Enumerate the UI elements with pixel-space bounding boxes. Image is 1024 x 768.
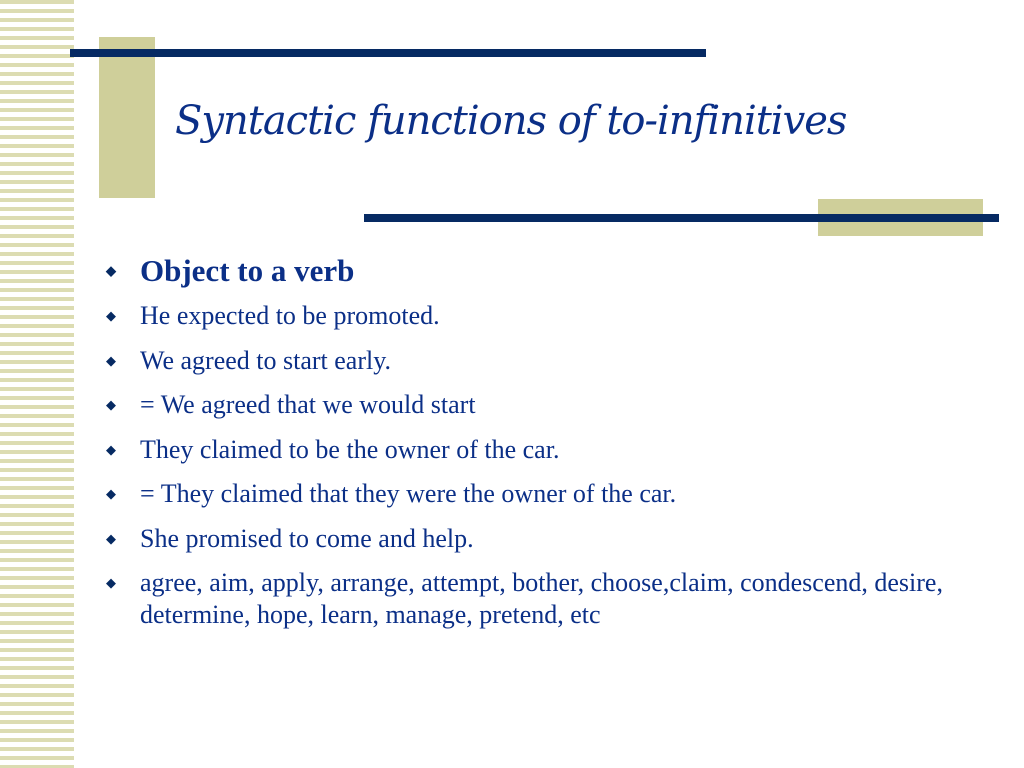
bullet-text: = They claimed that they were the owner of the car.: [140, 479, 677, 508]
bullet-text: He expected to be promoted.: [140, 301, 440, 330]
diamond-bullet-icon: ◆: [106, 263, 116, 278]
bullet-text: Object to a verb: [140, 253, 355, 288]
slide-title: Syntactic functions of to-infinitives: [175, 98, 847, 144]
bullet-list: [100, 252, 1000, 644]
diamond-bullet-icon: ◆: [106, 486, 116, 501]
bullet-item: [100, 300, 1000, 332]
diamond-bullet-icon: ◆: [106, 397, 116, 412]
bullet-item: [100, 434, 1000, 466]
diamond-bullet-icon: ◆: [106, 352, 116, 368]
title-rule-top: [70, 49, 706, 57]
bullet-item: [100, 389, 1000, 421]
diamond-bullet-icon: ◆: [106, 308, 116, 323]
bullet-text: = We agreed that we would start: [140, 390, 476, 419]
diamond-bullet-icon: ◆: [106, 575, 116, 590]
bullet-text: She promised to come and help.: [140, 523, 474, 553]
bullet-text: agree, aim, apply, arrange, attempt, bother, choose,claim, condescend, desire, determine, hope, learn, manage, pretend, etc: [140, 568, 943, 629]
bullet-item: [100, 478, 1000, 510]
accent-block-top: [99, 37, 155, 198]
bullet-text: We agreed to start early.: [140, 345, 392, 375]
decorative-stripes: [0, 0, 74, 768]
bullet-text: They claimed to be the owner of the car.: [140, 434, 560, 464]
title-rule-bottom: [364, 214, 999, 222]
diamond-bullet-icon: ◆: [106, 530, 116, 546]
bullet-item: [100, 523, 1000, 555]
bullet-item: [100, 567, 1000, 631]
bullet-item: [100, 345, 1000, 377]
diamond-bullet-icon: ◆: [106, 441, 116, 457]
bullet-item: [100, 252, 1000, 290]
